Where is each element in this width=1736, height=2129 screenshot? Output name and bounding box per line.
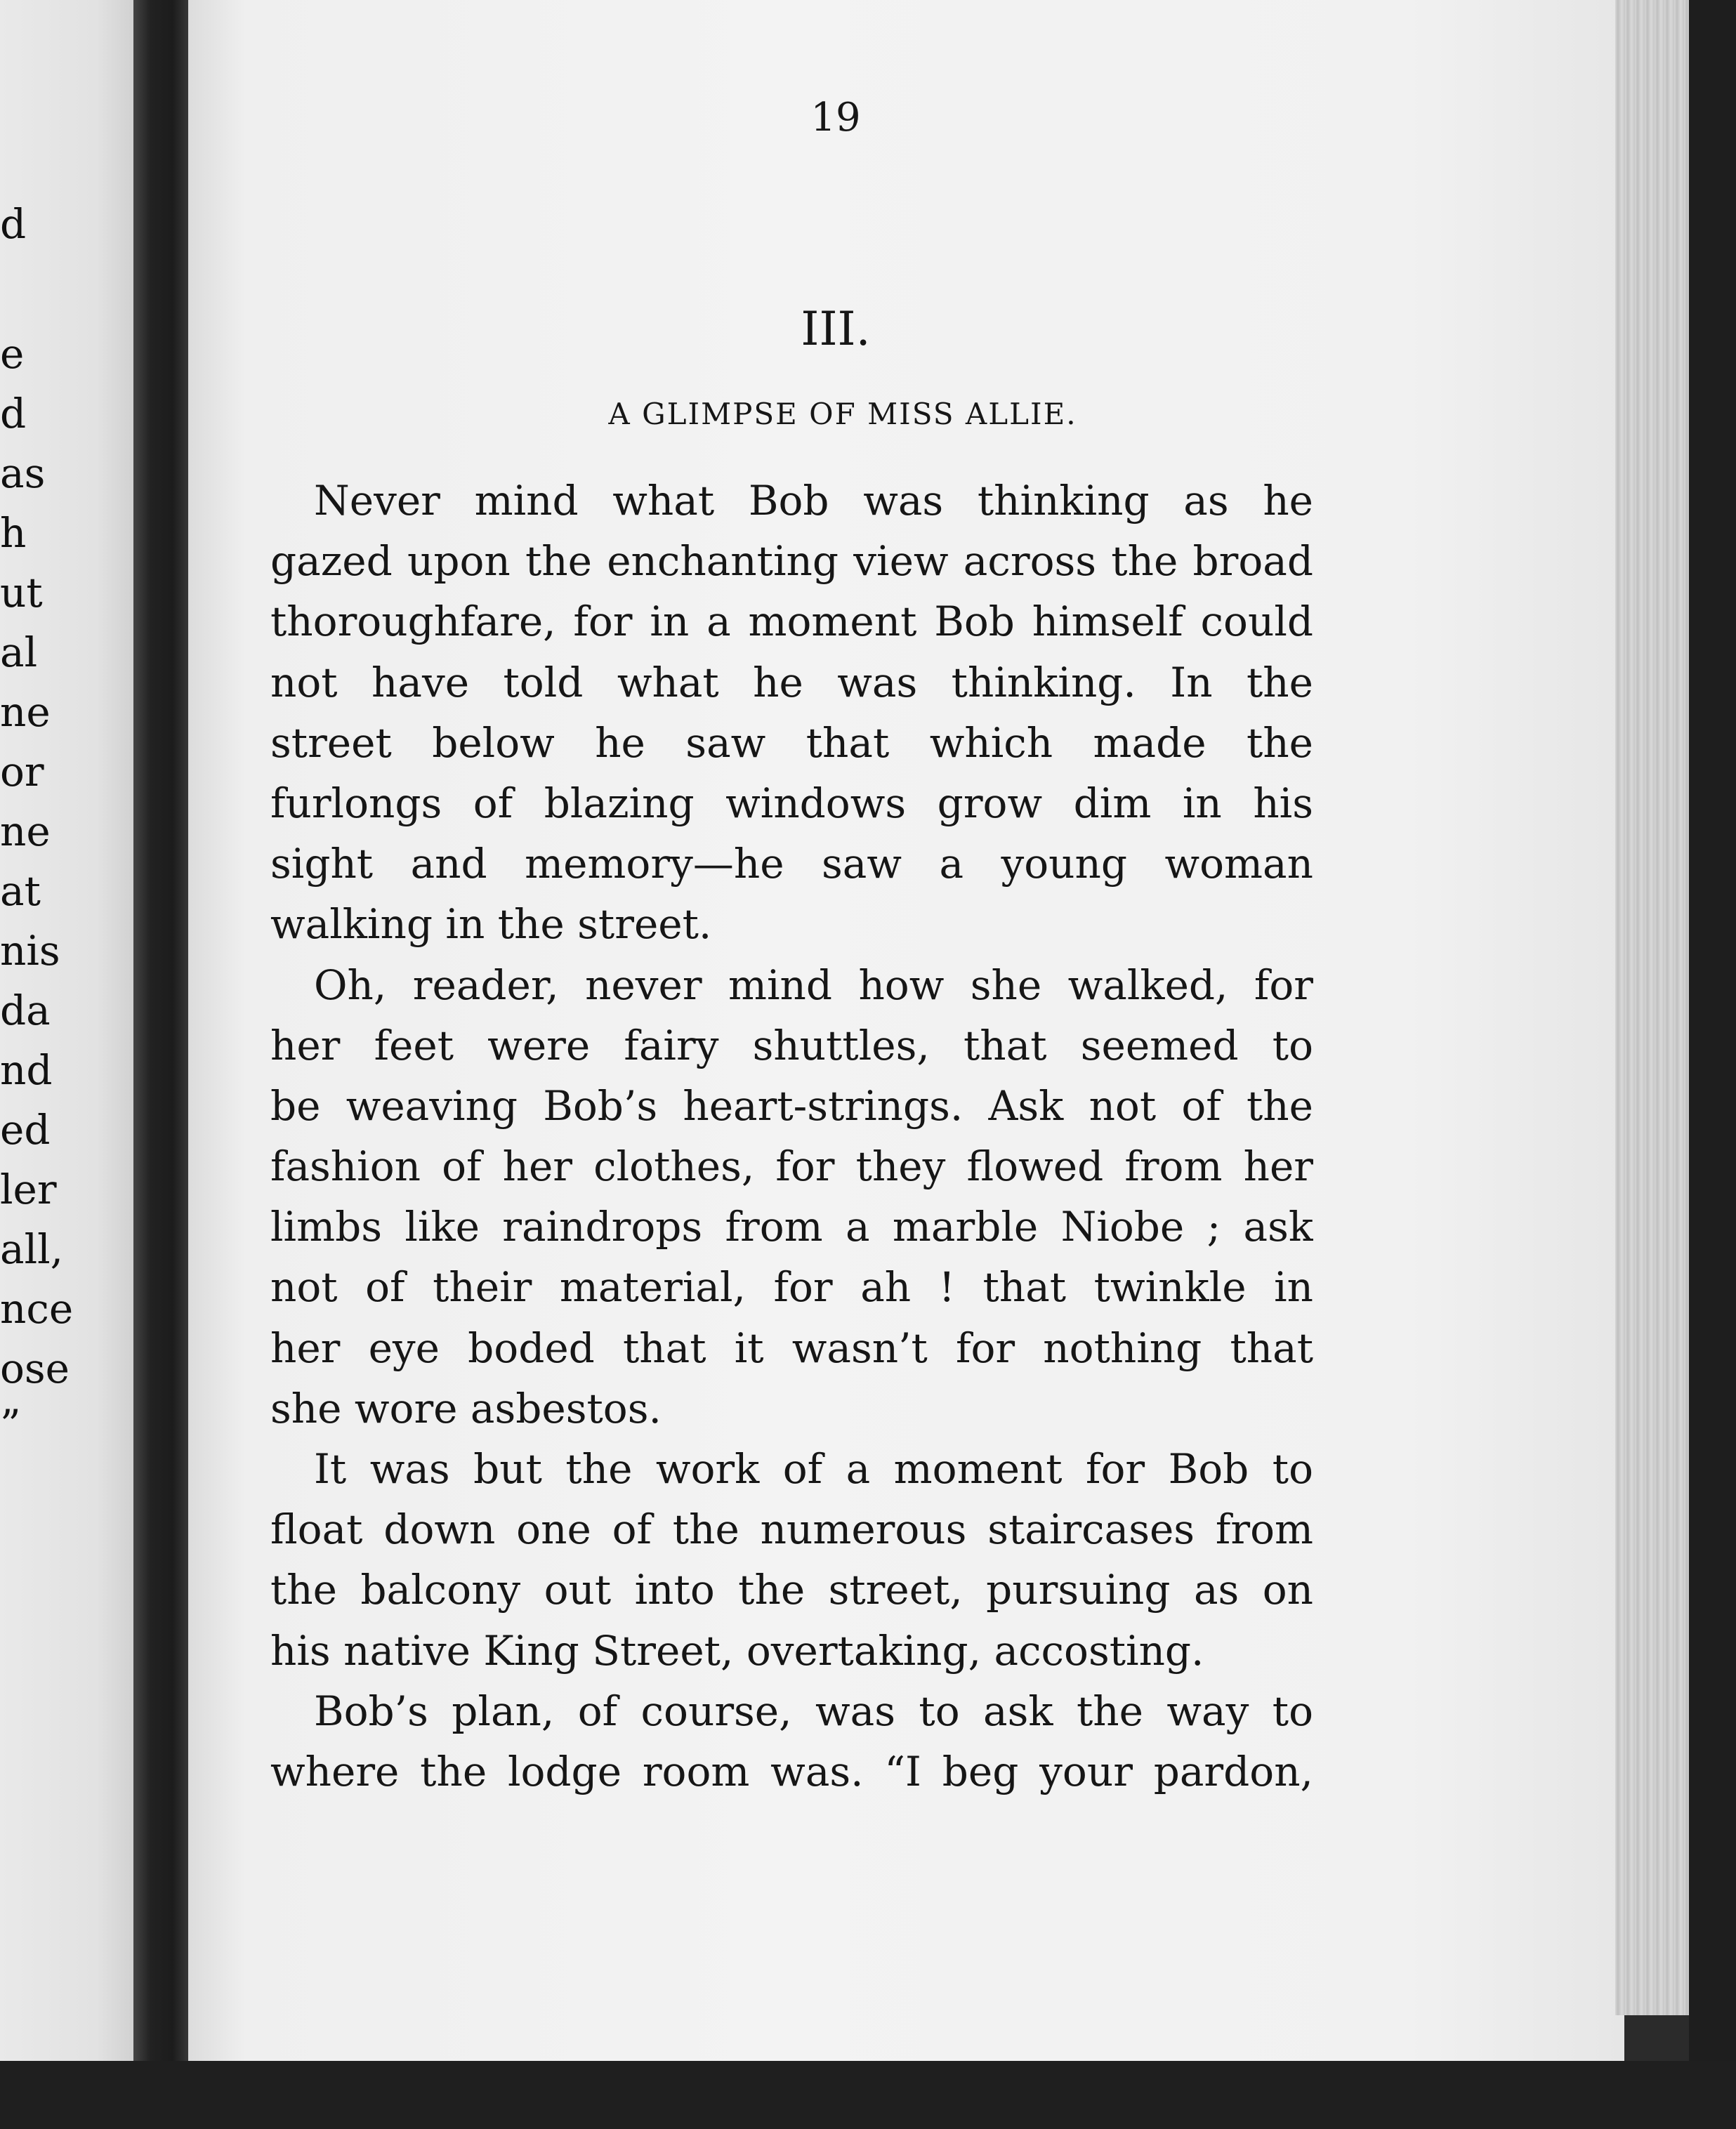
left-fragment: ut [0, 569, 43, 617]
text-line: Never mind what Bob was thinking as he [314, 477, 1313, 525]
left-fragment: ler [0, 1166, 57, 1213]
right-shadow [1689, 0, 1736, 2129]
left-fragment: ne [0, 688, 51, 736]
left-fragment: nis [0, 927, 60, 975]
page-edges [1615, 0, 1692, 2015]
left-fragment: da [0, 987, 51, 1034]
left-page-text-fragments [0, 0, 138, 2061]
left-fragment: h [0, 509, 27, 557]
chapter-title: A GLIMPSE OF MISS ALLIE. [608, 397, 1077, 431]
text-line: be weaving Bob’s heart-strings. Ask not of the [270, 1081, 1313, 1130]
text-line: she wore asbestos. [270, 1384, 662, 1432]
text-line: her eye boded that it wasn’t for nothing that [270, 1324, 1313, 1372]
left-fragment: d [0, 390, 27, 437]
left-facing-page [0, 0, 138, 2061]
left-fragment: ” [0, 1401, 21, 1449]
left-fragment: d [0, 200, 27, 248]
left-fragment: as [0, 449, 46, 497]
page-number: 19 [810, 95, 861, 140]
text-line: thoroughfare, for in a moment Bob himself could [270, 598, 1313, 646]
text-line: sight and memory—he saw a young woman [270, 840, 1313, 888]
text-line: gazed upon the enchanting view across the broad [270, 537, 1313, 586]
left-fragment: e [0, 330, 25, 378]
left-fragment: ed [0, 1106, 51, 1154]
text-line: not have told what he was thinking. In the [270, 658, 1313, 706]
left-fragment: ne [0, 808, 51, 855]
body-text [270, 470, 1313, 1802]
text-line: It was but the work of a moment for Bob to [314, 1445, 1313, 1493]
text-line: where the lodge room was. “I beg your pardon, [270, 1747, 1313, 1795]
text-line: her feet were fairy shuttles, that seemed to [270, 1021, 1313, 1069]
text-line: his native King Street, overtaking, accosting. [270, 1626, 1204, 1675]
text-line: Bob’s plan, of course, was to ask the way to [314, 1687, 1313, 1735]
left-fragment: nce [0, 1285, 74, 1333]
chapter-number: III. [801, 302, 871, 356]
text-line: furlongs of blazing windows grow dim in his [270, 779, 1313, 827]
text-line: Oh, reader, never mind how she walked, for [314, 961, 1313, 1009]
text-line: walking in the street. [270, 900, 712, 949]
text-line: the balcony out into the street, pursuing as on [270, 1566, 1313, 1614]
left-fragment: at [0, 867, 41, 915]
left-fragment: nd [0, 1046, 53, 1094]
bottom-shadow [0, 2061, 1736, 2129]
left-fragment: ose [0, 1345, 70, 1392]
text-line: fashion of her clothes, for they flowed from her [270, 1142, 1313, 1191]
book-gutter [133, 0, 190, 2071]
text-line: not of their material, for ah ! that twinkle in [270, 1263, 1313, 1312]
left-fragment: or [0, 748, 44, 796]
left-fragment: all, [0, 1225, 64, 1273]
text-line: limbs like raindrops from a marble Niobe ; ask [270, 1203, 1313, 1251]
text-line: float down one of the numerous staircases from [270, 1505, 1313, 1554]
text-line: street below he saw that which made the [270, 718, 1313, 767]
left-fragment: al [0, 628, 38, 676]
